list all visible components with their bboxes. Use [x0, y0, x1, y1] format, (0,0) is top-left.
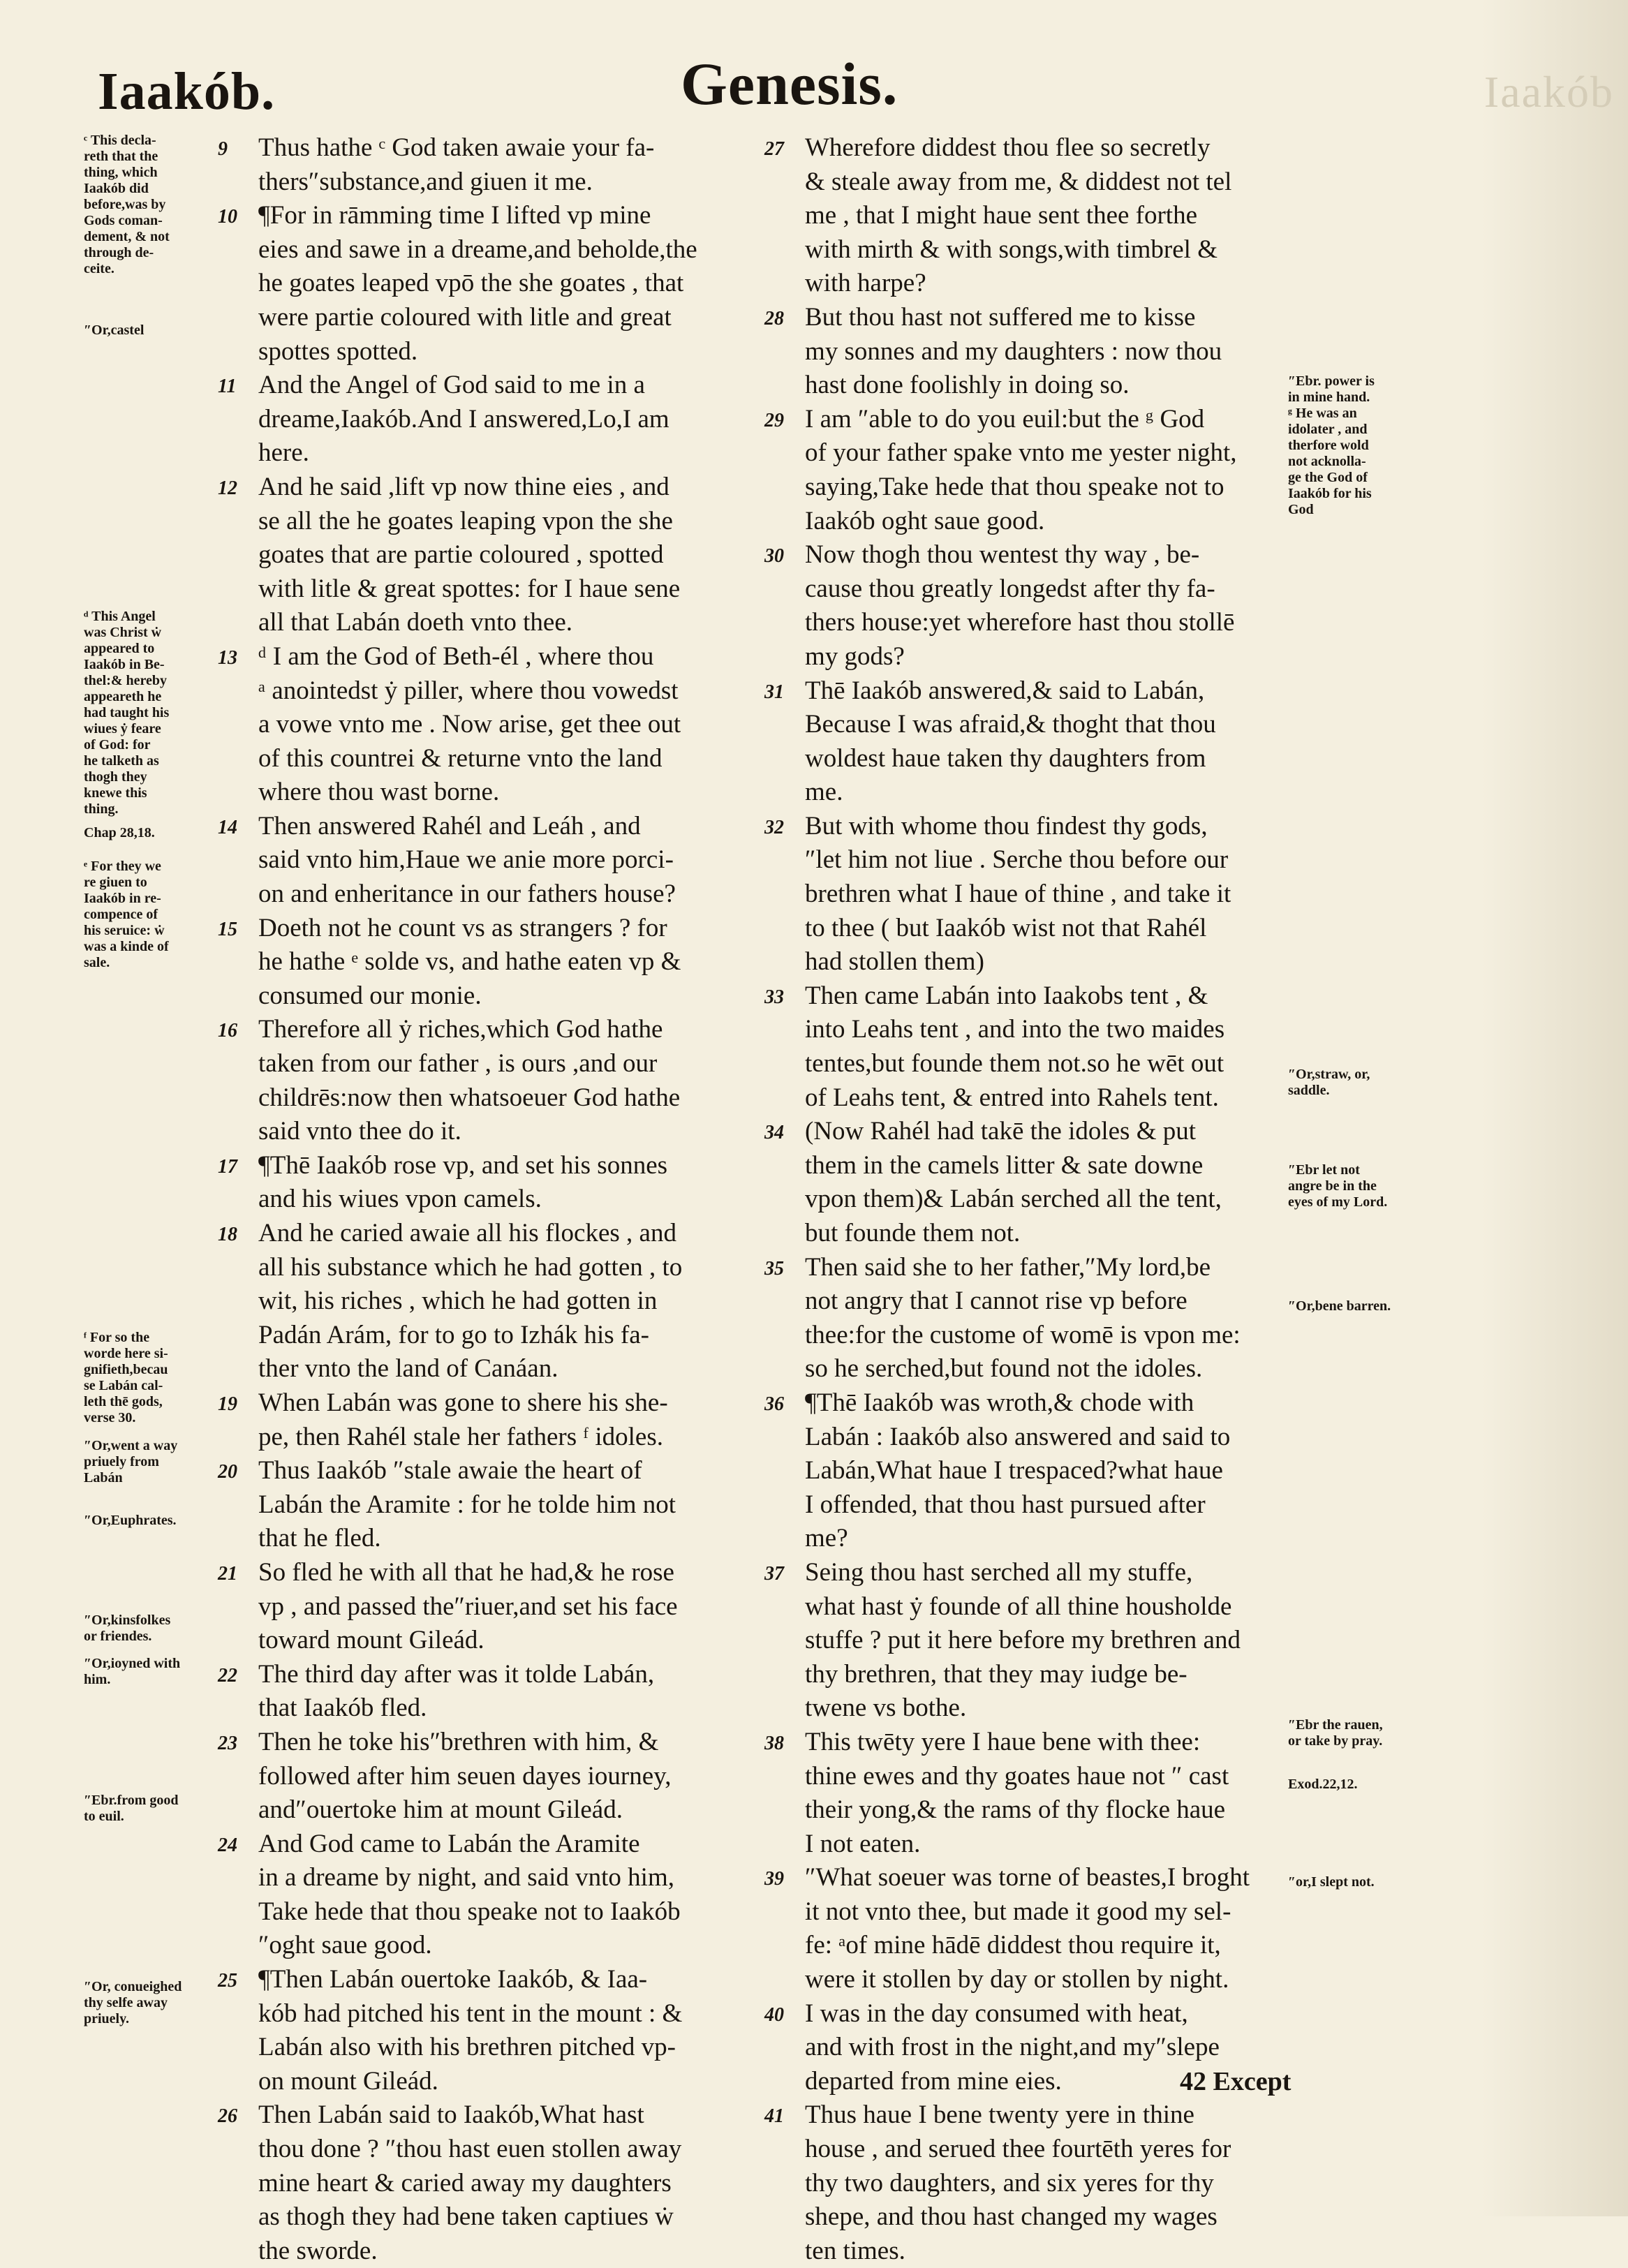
margin-gloss: ″Or, conueighed thy selfe away priuely.	[84, 1979, 182, 2026]
verse-text: When Labán was gone to shere his she- pe, then Rahél stale her fathers ᶠ idoles.	[258, 1388, 668, 1451]
verse-number: 32	[764, 816, 784, 838]
verse	[218, 640, 773, 810]
verse-text: Wherefore diddest thou flee so secretly & steale away from me, & diddest not tel me , that I might haue sent thee forthe with mirth & with songs,with timbrel & with harpe?	[805, 133, 1232, 298]
verse-text: ¶For in rāmming time I lifted vp mine eies and sawe in a dreame,and beholde,the he goates leaped vpō the she goates , that were partie coloured with litle and great spottes spotted.	[258, 201, 697, 366]
verse-number: 20	[218, 1461, 237, 1483]
verse-number: 12	[218, 477, 237, 499]
running-head-book-title: Genesis.	[681, 50, 898, 117]
right-text-column	[764, 131, 1305, 2268]
verse-number: 38	[764, 1732, 784, 1754]
verse	[764, 1556, 1305, 1726]
margin-gloss: ᶠ For so the worde here si- gnifieth,becau se Labán cal- leth thē gods, verse 30.	[84, 1330, 168, 1425]
verse-number: 19	[218, 1393, 237, 1415]
verse-number: 21	[218, 1562, 237, 1585]
verse-text: ᵈ I am the God of Beth-él , where thou ᵃ anointedst ẏ piller, where thou vowedst a vowe vnto me . Now arise, get thee out of this countrei & returne vnto the land where thou wast borne.	[258, 642, 681, 807]
margin-gloss: ″Or,castel	[84, 323, 145, 338]
verse-number: 18	[218, 1224, 237, 1245]
verse	[764, 674, 1305, 810]
verse-number: 9	[218, 138, 228, 160]
verse-text: The third day after was it tolde Labán, that Iaakób fled.	[258, 1659, 655, 1723]
margin-gloss: ″Or,straw, or, saddle.	[1288, 1067, 1370, 1098]
margin-gloss: ″Or,kinsfolkes or friendes.	[84, 1613, 171, 1644]
verse-text: So fled he with all that he had,& he rose vp , and passed the″riuer,and set his face toward mount Gileád.	[258, 1557, 678, 1655]
verse	[218, 1454, 773, 1556]
verse-text: And he caried awaie all his flockes , and all his substance which he had gotten , to wit, his riches , which he had gotten in Padán Arám, for to go to Izhák his fa- ther vnto the land of Canáan.	[258, 1219, 683, 1384]
verse-text: I was in the day consumed with heat, and with frost in the night,and my″slepe departed from mine eies.	[805, 1999, 1220, 2096]
verse-number: 37	[764, 1562, 784, 1585]
verse-number: 34	[764, 1122, 784, 1144]
verse	[218, 1556, 773, 1658]
verse	[218, 1013, 773, 1148]
verse	[764, 1115, 1305, 1250]
verse	[764, 1726, 1305, 1861]
verse	[218, 131, 773, 199]
verse-text: I am ″able to do you euil:but the ᵍ God of your father spake vnto me yester night, saying,Take hede that thou speake not to Iaakób oght saue good.	[805, 404, 1237, 535]
margin-gloss: ″Or,Euphrates.	[84, 1513, 177, 1528]
verse	[218, 199, 773, 369]
margin-gloss: ″Or,ioyned with him.	[84, 1656, 181, 1687]
margin-gloss: ″Ebr let not angre be in the eyes of my Lord.	[1288, 1162, 1388, 1210]
verse	[218, 1217, 773, 1386]
verse	[218, 1386, 773, 1454]
verse-number: 40	[764, 2003, 784, 2026]
verse-text: Thus Iaakób ″stale awaie the heart of Labán the Aramite : for he tolde him not that he fled.	[258, 1456, 676, 1553]
verse-number: 13	[218, 646, 237, 669]
verse-text: Then he toke his″brethren with him, & followed after him seuen dayes iourney, and″ouertoke him at mount Gileád.	[258, 1727, 672, 1825]
verse-text: Now thogh thou wentest thy way , be- cause thou greatly longedst after thy fa- thers house:yet wherefore hast thou stollē my gods?	[805, 540, 1235, 671]
verse-text: And God came to Labán the Aramite in a dreame by night, and said vnto him, Take hede that thou speake not to Iaakób ″oght saue good.	[258, 1829, 681, 1960]
margin-gloss: ″Or,went a way priuely from Labán	[84, 1438, 178, 1485]
verse-text: Thē Iaakób answered,& said to Labán, Because I was afraid,& thoght that thou woldest haue taken thy daughters from me.	[805, 676, 1216, 807]
verse-text: ¶Then Labán ouertoke Iaakób, & Iaa- kób had pitched his tent in the mount : & Labán also with his brethren pitched vp- on mount Gileád.	[258, 1965, 683, 2096]
verse	[764, 131, 1305, 301]
verse-number: 33	[764, 986, 784, 1008]
verse-text: Doeth not he count vs as strangers ? for he hathe ᵉ solde vs, and hathe eaten vp & consumed our monie.	[258, 913, 681, 1010]
verse-text: (Now Rahél had takē the idoles & put them in the camels litter & sate downe vpon them)& Labán serched all the tent, but founde them not.	[805, 1117, 1222, 1247]
catchword: 42 Except	[1180, 2067, 1292, 2096]
margin-gloss: ″Ebr the rauen, or take by pray.	[1288, 1717, 1383, 1749]
verse	[218, 1149, 773, 1217]
facing-page-bleed	[1481, 0, 1628, 2216]
verse	[764, 979, 1305, 1115]
verse	[218, 1726, 773, 1828]
verse-number: 35	[764, 1257, 784, 1280]
verse-text: And the Angel of God said to me in a dreame,Iaakób.And I answered,Lo,I am here.	[258, 371, 669, 468]
margin-gloss: ″Ebr.from good to euil.	[84, 1793, 179, 1824]
verse	[764, 2098, 1305, 2268]
verse	[218, 912, 773, 1014]
verse-text: But thou hast not suffered me to kisse my sonnes and my daughters : now thou hast done foolishly in doing so.	[805, 302, 1222, 400]
verse	[218, 1828, 773, 1963]
verse-number: 28	[764, 307, 784, 329]
verse	[764, 1861, 1305, 1996]
verse-text: Then said she to her father,″My lord,be not angry that I cannot rise vp before thee:for the custome of womē is vpon me: so he serched,but found not the idoles.	[805, 1252, 1241, 1384]
verse-number: 30	[764, 545, 784, 568]
verse-number: 10	[218, 206, 237, 228]
verse	[218, 2098, 773, 2268]
verse-text: And he said ,lift vp now thine eies , and se all the he goates leaping vpon the she goates that are partie coloured , spotted with litle & great spottes: for I haue sene all that Labán doeth vnto thee.	[258, 472, 681, 637]
verse-number: 14	[218, 816, 237, 838]
verse	[218, 810, 773, 912]
verse	[218, 1658, 773, 1726]
margin-gloss: ″Or,bene barren.	[1288, 1298, 1391, 1314]
margin-gloss: ″or,I slept not.	[1288, 1874, 1375, 1890]
verse	[764, 403, 1305, 538]
verse-number: 22	[218, 1664, 237, 1687]
verse-number: 25	[218, 1970, 237, 1992]
verse-text: Then Labán said to Iaakób,What hast thou done ? ″thou hast euen stollen away mine heart & caried away my daughters as thogh they had bene taken captiues ẇ the sworde.	[258, 2100, 682, 2265]
verse-number: 36	[764, 1393, 784, 1415]
verse-number: 24	[218, 1834, 237, 1856]
verse-text: Thus haue I bene twenty yere in thine house , and serued thee fourtēth yeres for thy two daughters, and six yeres for thy shepe, and thou hast changed my wages ten times.	[805, 2100, 1231, 2265]
margin-gloss: Exod.22,12.	[1288, 1777, 1358, 1792]
verse-text: Then came Labán into Iaakobs tent , & into Leahs tent , and into the two maides tentes,but founde them not.so he wēt out of Leahs tent, & entred into Rahels tent.	[805, 981, 1225, 1112]
verse	[764, 301, 1305, 403]
verse-number: 29	[764, 409, 784, 431]
verse-number: 31	[764, 681, 784, 703]
verse-number: 41	[764, 2105, 784, 2128]
verse-number: 39	[764, 1868, 784, 1890]
verse-text: Therefore all ẏ riches,which God hathe taken from our father , is ours ,and our childrēs:now then whatsoeuer God hathe said vnto thee do it.	[258, 1015, 681, 1146]
verse-text: Thus hathe ᶜ God taken awaie your fa- thers″substance,and giuen it me.	[258, 133, 655, 196]
verse-text: But with whome thou findest thy gods, ″let him not liue . Serche thou before our brethren what I haue of thine , and take it to thee ( but Iaakób wist not that Rahél had stollen them)	[805, 811, 1231, 977]
verse-number: 11	[218, 376, 237, 398]
margin-gloss: ᵉ For they we re giuen to Iaakób in re- compence of his seruice: ẇ was a kinde of sale.	[84, 859, 169, 970]
verse	[764, 810, 1305, 979]
margin-gloss: ᵈ This Angel was Christ ẇ appeared to Iaakób in Be- thel:& hereby appeareth he had taught his wiues ẏ feare of God: for he talketh as thogh they knewe this thing.	[84, 609, 170, 817]
verse	[218, 369, 773, 470]
verse	[218, 1963, 773, 2098]
margin-gloss: ″Ebr. power is in mine hand. ᵍ He was an idolater , and therfore wold not acknolla- ge the God of Iaakób for his God	[1288, 373, 1375, 517]
verse	[764, 1386, 1305, 1556]
verse-text: This twēty yere I haue bene with thee: thine ewes and thy goates haue not ″ cast their yong,& the rams of thy flocke haue I not eaten.	[805, 1727, 1229, 1858]
verse-text: Then answered Rahél and Leáh , and said vnto him,Haue we anie more porci- on and enheritance in our fathers house?	[258, 811, 676, 909]
verse-number: 16	[218, 1020, 237, 1042]
running-head-left: Iaakób.	[98, 62, 276, 121]
verse-text: ″What soeuer was torne of beastes,I broght it not vnto thee, but made it good my sel- fe: ᵃof mine hādē diddest thou require it, were it stollen by day or stollen by night.	[805, 1863, 1250, 1994]
verse-text: Seing thou hast serched all my stuffe, what hast ẏ founde of all thine housholde stuffe ? put it here before my brethren and thy brethren, that they may iudge be- twene vs bothe.	[805, 1557, 1241, 1723]
verse-text: ¶Thē Iaakób was wroth,& chode with Labán : Iaakób also answered and said to Labán,What haue I trespaced?what haue I offended, that thou hast pursued after me?	[805, 1388, 1231, 1553]
margin-gloss: Chap 28,18.	[84, 825, 155, 840]
verse	[764, 1251, 1305, 1386]
verse	[764, 538, 1305, 674]
verse-number: 23	[218, 1732, 237, 1754]
verse-number: 17	[218, 1155, 237, 1178]
verse-number: 27	[764, 138, 784, 160]
bleed-through-text: Iaakób	[1483, 67, 1614, 117]
margin-gloss: ᶜ This decla- reth that the thing, which Iaakób did before,was by Gods coman- dement, & not through de- ceite.	[84, 133, 170, 276]
verse-number: 26	[218, 2105, 237, 2128]
verse	[218, 470, 773, 640]
verse-text: ¶Thē Iaakób rose vp, and set his sonnes and his wiues vpon camels.	[258, 1150, 668, 1214]
verse-number: 15	[218, 918, 237, 940]
left-text-column	[218, 131, 773, 2268]
